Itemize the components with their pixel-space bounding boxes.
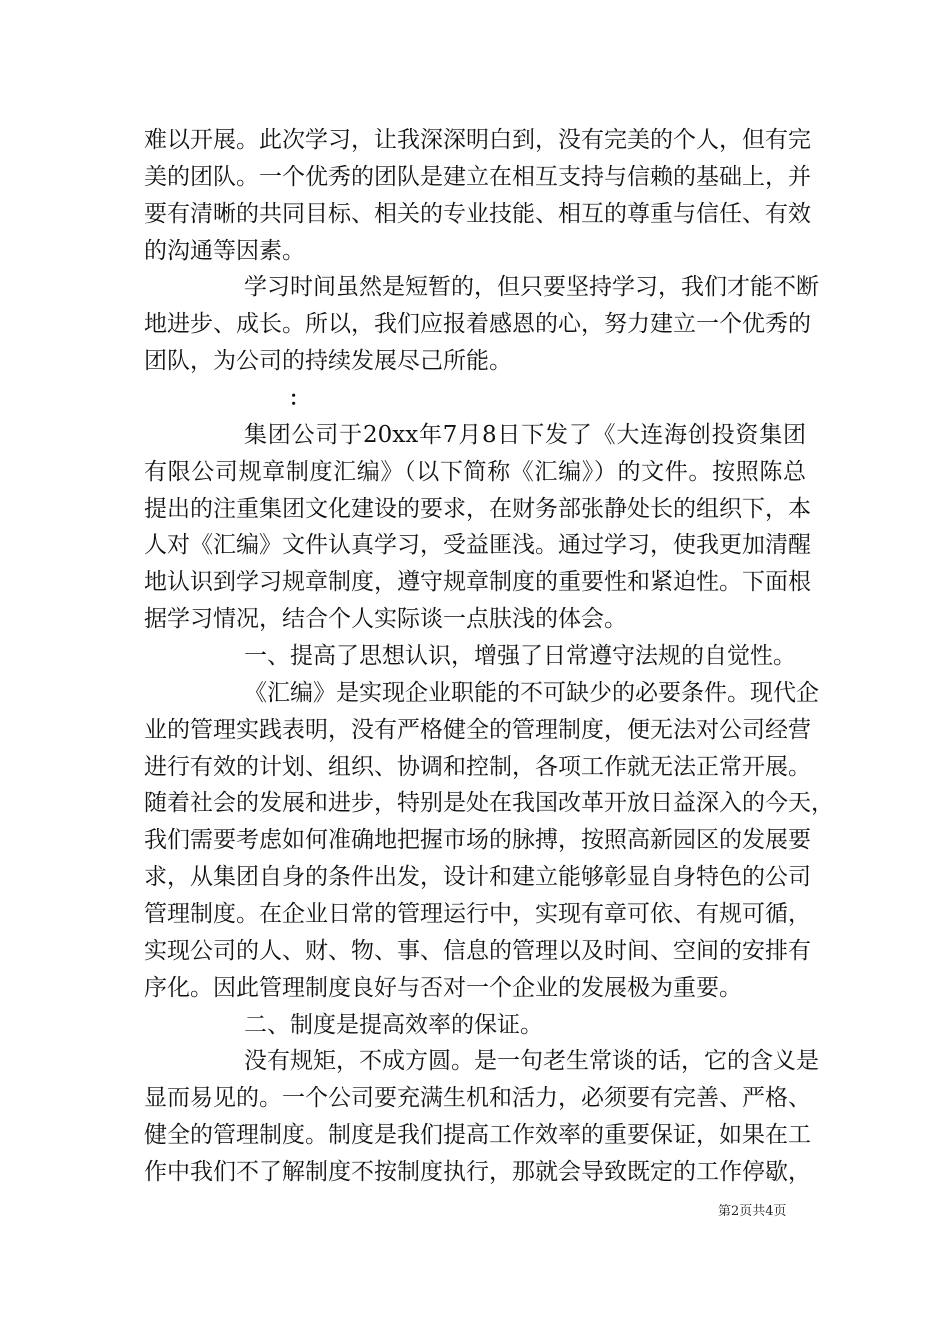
page-number-footer: 第2页共4页 [718,1204,787,1219]
paragraph-line: 集团公司于20xx年7月8日下发了《大连海创投资集团 [244,421,806,448]
paragraph-line: 团队，为公司的持续发展尽己所能。 [144,348,512,375]
paragraph-line: 进行有效的计划、组织、协调和控制，各项工作就无法正常开展。 [144,753,811,780]
paragraph-line: 管理制度。在企业日常的管理运行中，实现有章可依、有规可循， [144,901,811,928]
paragraph-line: 有限公司规章制度汇编》（以下简称《汇编》）的文件。按照陈总 [144,458,806,485]
paragraph-line: 提出的注重集团文化建设的要求，在财务部张静处长的组织下，本 [144,495,811,522]
section-heading-2: 二、制度是提高效率的保证。 [244,1011,543,1038]
paragraph-line: 我们需要考虑如何准确地把握市场的脉搏，按照高新园区的发展要 [144,827,811,854]
paragraph-line: 求，从集团自身的条件出发，设计和建立能够彰显自身特色的公司 [144,864,811,891]
paragraph-line: 随着社会的发展和进步，特别是处在我国改革开放日益深入的今天， [144,790,834,817]
paragraph-line: 学习时间虽然是短暂的，但只要坚持学习，我们才能不断 [244,274,819,301]
paragraph-line: 要有清晰的共同目标、相关的专业技能、相互的尊重与信任、有效 [144,200,811,227]
paragraph-line: 人对《汇编》文件认真学习，受益匪浅。通过学习，使我更加清醒 [144,532,811,559]
section-heading-1: 一、提高了思想认识，增强了日常遵守法规的自觉性。 [244,643,796,670]
paragraph-line: 序化。因此管理制度良好与否对一个企业的发展极为重要。 [144,974,742,1001]
paragraph-line: 业的管理实践表明，没有严格健全的管理制度，便无法对公司经营 [144,716,811,743]
paragraph-line: 没有规矩，不成方圆。是一句老生常谈的话，它的含义是 [244,1048,819,1075]
paragraph-line: 《汇编》是实现企业职能的不可缺少的必要条件。现代企 [244,679,819,706]
paragraph-line: 地进步、成长。所以，我们应报着感恩的心，努力建立一个优秀的 [144,311,811,338]
paragraph-line: 地认识到学习规章制度，遵守规章制度的重要性和紧迫性。下面根 [144,569,811,596]
paragraph-line: 健全的管理制度。制度是我们提高工作效率的重要保证，如果在工 [144,1122,811,1149]
paragraph-line: 作中我们不了解制度不按制度执行，那就会导致既定的工作停歇， [144,1159,811,1186]
paragraph-line: 美的团队。一个优秀的团队是建立在相互支持与信赖的基础上，并 [144,163,811,190]
paragraph-line: 难以开展。此次学习，让我深深明白到，没有完美的个人，但有完 [144,127,811,153]
paragraph-line: 实现公司的人、财、物、事、信息的管理以及时间、空间的安排有 [144,937,811,964]
paragraph-line: 据学习情况，结合个人实际谈一点肤浅的体会。 [144,606,627,633]
colon-separator: ： [289,386,309,411]
paragraph-line: 的沟通等因素。 [144,237,305,264]
paragraph-line: 显而易见的。一个公司要充满生机和活力，必须要有完善、严格、 [144,1085,811,1112]
document-body [144,122,834,1191]
